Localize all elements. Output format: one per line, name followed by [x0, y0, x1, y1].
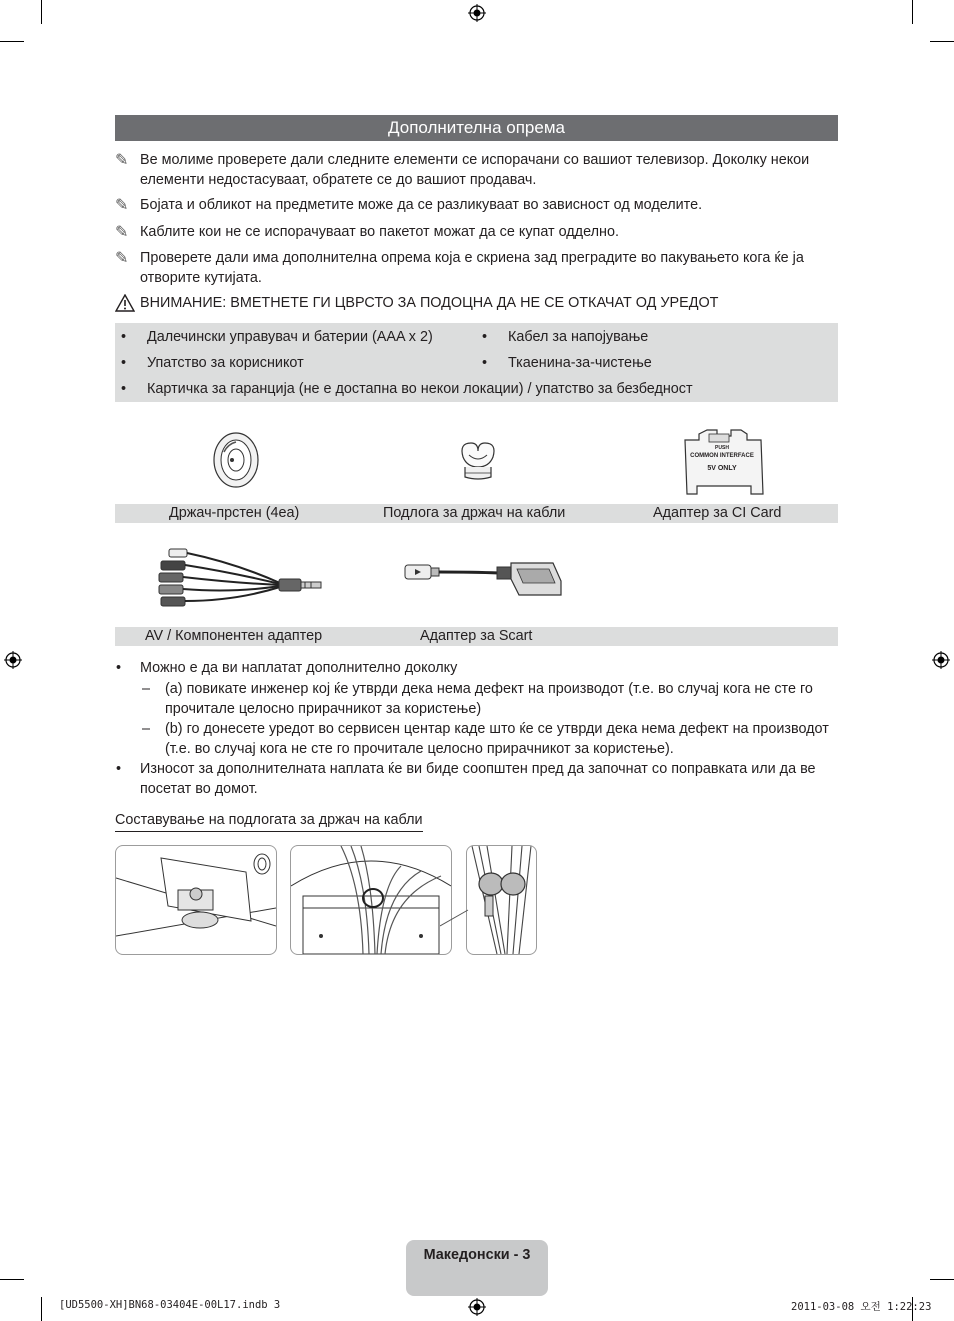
crop-mark	[930, 1279, 954, 1280]
warning-notice: ВНИМАНИЕ: ВМЕТНЕТЕ ГИ ЦВРСТО ЗА ПОДОЦНА ДА НЕ СЕ ОТКАЧАТ ОД УРЕДОТ	[115, 293, 840, 313]
pencil-note-icon: ✎	[115, 224, 129, 241]
ci-card-push-label: PUSH	[715, 445, 729, 451]
charges-dash: –	[142, 721, 151, 737]
crop-mark	[0, 1279, 24, 1280]
detail-callout-line	[440, 890, 480, 930]
note-item: ✎ Бојата и обликот на предметите може да се разликуваат во зависност од моделите.	[115, 197, 703, 214]
crop-mark	[930, 41, 954, 42]
charges-bullet: •	[116, 761, 122, 777]
charges-sub-a: (a) повикате инженер кој ќе утврди дека нема дефект на производот (т.е. во случај кога не сте го прочитале целосно прирачникот за користење)	[165, 681, 813, 717]
warning-triangle-icon	[115, 294, 135, 312]
registration-mark-icon	[468, 4, 486, 22]
caption-cable-holder: Подлога за држач на кабли	[383, 505, 566, 521]
note-item: ✎ Ве молиме проверете дали следните елементи се испорачани со вашиот телевизор. Доколку некои елементи недостасуваат, обратете се до вашиот продавач.	[115, 152, 810, 188]
cable-holder-stand-image	[455, 437, 501, 483]
crop-mark	[41, 1297, 42, 1321]
charges-item-1: Можно е да ви наплатат дополнително доколку	[140, 660, 458, 676]
caption-av-adapter: AV / Компонентен адаптер	[145, 628, 323, 644]
print-slug-left: [UD5500-XH]BN68-03404E-00L17.indb 3	[59, 1299, 281, 1311]
charges-item-2: Износот за дополнителната наплата ќе ви биде соопштен пред да започнат со поправката или да ве посетат во домот.	[140, 761, 816, 797]
caption-holder-ring: Држач-прстен (4ea)	[169, 505, 300, 521]
section-title: Дополнителна опрема	[115, 115, 838, 141]
charges-sub-b: (b) го донесете уредот во сервисен центар каде што ќе се утврди дека нема дефект на производот (т.е. во случај кога не сте го прочитале целосно прирачникот за користење).	[165, 721, 829, 757]
assembly-heading: Составување на подлогата за држач на кабли	[115, 811, 423, 832]
ci-card-interface-label: COMMON INTERFACE	[690, 453, 754, 459]
crop-mark	[912, 0, 913, 24]
av-component-adapter-image	[155, 543, 327, 619]
caption-ci-card: Адаптер за CI Card	[653, 505, 782, 521]
charges-dash: –	[142, 681, 151, 697]
crop-mark	[0, 41, 24, 42]
pencil-note-icon: ✎	[115, 250, 129, 267]
print-slug-right: 2011-03-08 오전 1:22:23	[791, 1301, 932, 1313]
note-item: ✎ Каблите кои не се испорачуваат во пакетот можат да се купат одделно.	[115, 224, 619, 241]
registration-mark-icon	[468, 1298, 486, 1316]
charges-bullet: •	[116, 660, 122, 676]
page-number-tab: Македонски - 3	[406, 1240, 548, 1296]
scart-adapter-image	[403, 555, 565, 605]
pencil-note-icon: ✎	[115, 197, 129, 214]
caption-scart-adapter: Адаптер за Scart	[420, 628, 533, 644]
pencil-note-icon: ✎	[115, 152, 129, 169]
holder-ring-image	[210, 430, 262, 490]
crop-mark	[41, 0, 42, 24]
registration-mark-icon	[4, 651, 22, 669]
registration-mark-icon	[932, 651, 950, 669]
assembly-step-2-image	[290, 845, 452, 955]
ci-card-voltage-label: 5V ONLY	[707, 465, 737, 472]
assembly-step-1-image	[115, 845, 277, 955]
ci-card-adapter-image	[677, 426, 767, 496]
note-item: ✎ Проверете дали има дополнителна опрема која е скриена зад преградите во пакувањето кога ќе ја отворите кутијата.	[115, 250, 804, 286]
